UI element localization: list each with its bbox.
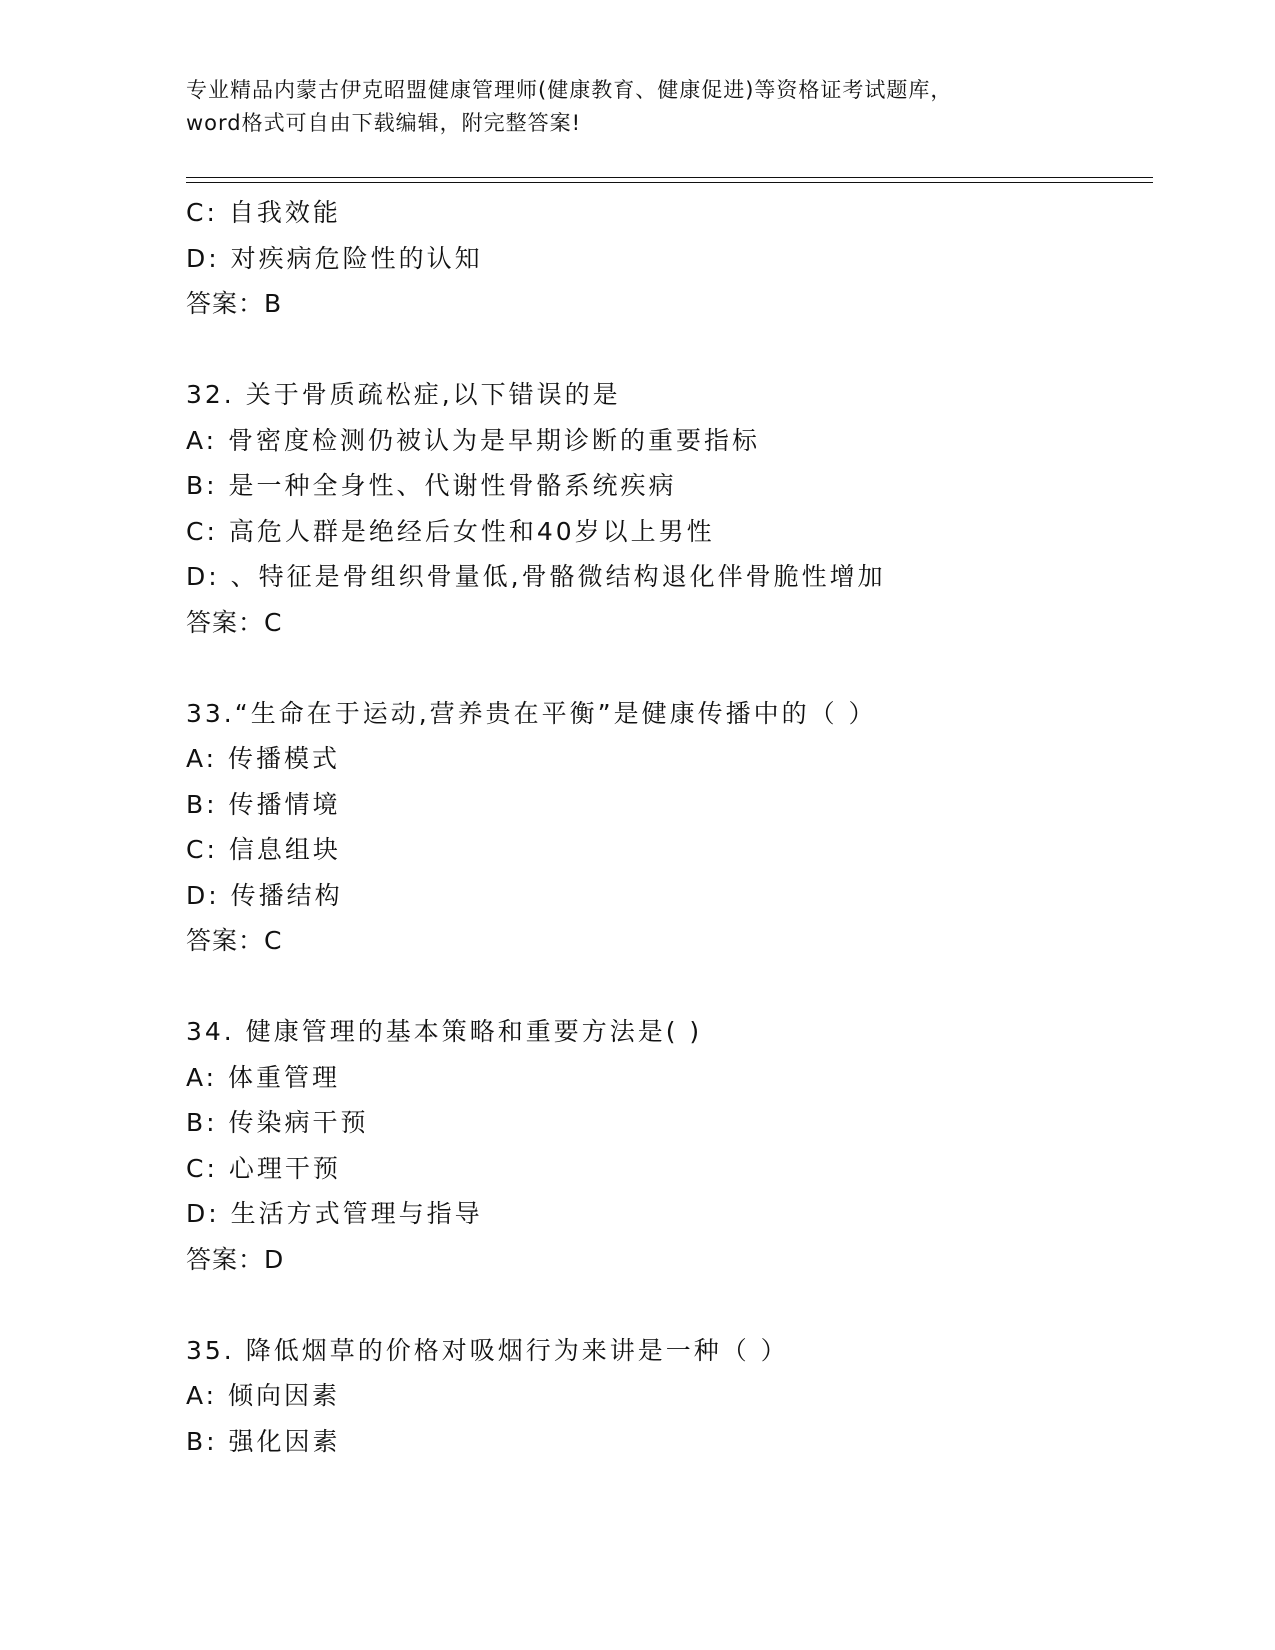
answer: 答案：C [186,926,283,955]
question-31-continued [186,190,1146,327]
question-text: 32. 关于骨质疏松症,以下错误的是 [186,380,621,409]
spacer [186,327,1146,373]
option-c: C: 心理干预 [186,1153,341,1183]
option-b: B: 传染病干预 [186,1108,369,1137]
header-line-2: word格式可自由下载编辑，附完整答案! [186,111,582,135]
option-d: D: 传播结构 [186,880,343,910]
answer: 答案：C [186,607,283,637]
question-list [186,190,1146,1464]
option-d: D: 、特征是骨组织骨量低,骨骼微结构退化伴骨脆性增加 [186,562,886,591]
option-c: C: 高危人群是绝经后女性和40岁以上男性 [186,516,715,546]
question-35 [186,1328,1146,1465]
option-b: B: 传播情境 [186,789,341,819]
option-a: A: 骨密度检测仍被认为是早期诊断的重要指标 [186,425,761,455]
spacer [186,645,1146,691]
question-text: 33.“生命在于运动,营养贵在平衡”是健康传播中的（ ） [186,698,877,728]
option-a: A: 体重管理 [186,1062,341,1092]
option-d: D: 对疾病危险性的认知 [186,243,483,273]
header-divider-top [186,177,1153,178]
question-text: 35. 降低烟草的价格对吸烟行为来讲是一种（ ） [186,1335,789,1365]
option-c: C: 自我效能 [186,198,341,227]
document-header [186,74,1066,140]
option-b: B: 是一种全身性、代谢性骨骼系统疾病 [186,471,677,500]
option-b: B: 强化因素 [186,1426,341,1456]
answer: 答案：D [186,1244,285,1274]
option-d: D: 生活方式管理与指导 [186,1199,483,1228]
answer: 答案：B [186,289,283,318]
question-34 [186,1009,1146,1282]
option-a: A: 倾向因素 [186,1381,341,1410]
question-32 [186,372,1146,645]
option-a: A: 传播模式 [186,744,341,773]
spacer [186,1282,1146,1328]
question-text: 34. 健康管理的基本策略和重要方法是( ) [186,1017,703,1046]
spacer [186,964,1146,1010]
option-c: C: 信息组块 [186,835,341,864]
header-divider-bottom [186,182,1153,183]
question-33 [186,691,1146,964]
header-line-1: 专业精品内蒙古伊克昭盟健康管理师(健康教育、健康促进)等资格证考试题库， [186,78,953,102]
